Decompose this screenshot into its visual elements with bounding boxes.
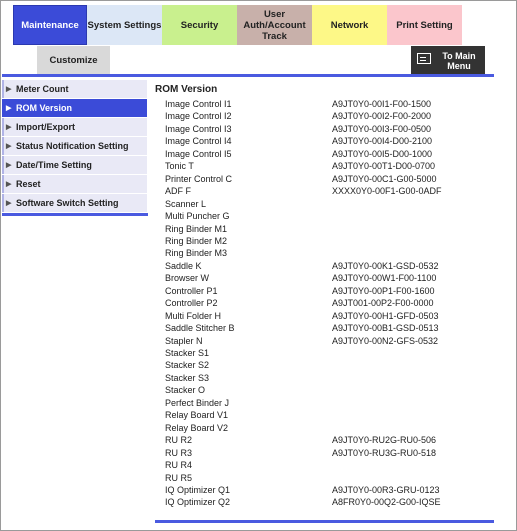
subtab-customize[interactable]	[37, 46, 110, 74]
triangle-right-icon: ▶	[6, 86, 12, 93]
rom-version-value: A9JT0Y0-00H1-GFD-0503	[332, 310, 439, 321]
to-main-menu-button[interactable]	[411, 46, 485, 74]
tab-network-label: Network	[330, 19, 369, 31]
to-main-label-line2: Menu	[447, 61, 471, 71]
rom-version-value: A9JT0Y0-00C1-G00-5000	[332, 173, 437, 184]
sidebar-item-label: Status Notification Setting	[16, 141, 129, 151]
component-name: Ring Binder M2	[165, 235, 228, 246]
component-name: Ring Binder M3	[165, 248, 228, 259]
rom-version-value: A9JT0Y0-00B1-GSD-0513	[332, 323, 439, 334]
rom-version-value: A9JT0Y0-00R3-GRU-0123	[332, 484, 440, 495]
component-name: RU R2	[165, 435, 193, 446]
rom-version-value: A9JT0Y0-00I1-F00-1500	[332, 99, 432, 109]
sidebar-item-label: ROM Version	[16, 103, 73, 113]
component-name: Saddle K	[165, 260, 202, 271]
tab-maintenance[interactable]	[13, 5, 87, 45]
rom-version-value: A9JT0Y0-00I5-D00-1000	[332, 148, 433, 159]
sidebar-divider	[2, 213, 148, 216]
sidebar-item-label: Meter Count	[16, 84, 69, 94]
tab-user-label-line1: User	[263, 8, 286, 20]
sidebar-item-status-notification-setting[interactable]	[2, 137, 147, 155]
subtab-customize-label: Customize	[49, 54, 98, 66]
tab-maintenance-label: Maintenance	[21, 19, 79, 31]
tab-print-setting[interactable]	[387, 5, 462, 45]
component-name: Ring Binder M1	[165, 223, 228, 234]
component-name: IQ Optimizer Q2	[165, 497, 231, 508]
component-name: Stacker S1	[165, 348, 210, 358]
component-name: Relay Board V1	[165, 410, 229, 421]
sidebar-item-meter-count[interactable]	[2, 80, 147, 98]
component-name: Multi Folder H	[165, 310, 222, 321]
rom-version-value: A8FR0Y0-00Q2-G00-IQSE	[332, 497, 441, 508]
sidebar	[2, 80, 147, 213]
component-name: Image Control I2	[165, 111, 232, 122]
tab-network[interactable]	[312, 5, 387, 45]
rom-version-value: A9JT0Y0-00K1-GSD-0532	[332, 260, 439, 271]
page-title: ROM Version	[155, 84, 218, 95]
component-name: ADF F	[165, 186, 191, 197]
component-name: Image Control I3	[165, 123, 232, 134]
rom-version-value: A9JT0Y0-00W1-F00-1100	[332, 273, 437, 284]
component-name: Stacker S2	[165, 360, 210, 371]
component-name: Scanner L	[165, 198, 207, 209]
component-name: RU R4	[165, 460, 193, 471]
sidebar-item-label: Import/Export	[16, 122, 76, 132]
component-name: Image Control I4	[165, 136, 232, 147]
rom-version-value: A9JT0Y0-00I2-F00-2000	[332, 111, 432, 122]
sidebar-item-label: Reset	[16, 179, 41, 189]
component-name: Controller P2	[165, 298, 218, 309]
component-name: Image Control I5	[165, 148, 232, 159]
component-name: RU R3	[165, 447, 193, 458]
rom-version-value: A9JT001-00P2-F00-0000	[332, 298, 434, 309]
component-name: Stacker S3	[165, 372, 210, 383]
sidebar-item-label: Date/Time Setting	[16, 160, 92, 170]
triangle-right-icon: ▶	[6, 162, 12, 169]
triangle-right-icon: ▶	[6, 143, 12, 150]
tab-system-settings[interactable]	[87, 5, 162, 45]
rom-version-value: A9JT0Y0-00I3-F00-0500	[332, 123, 432, 134]
rom-version-value: A9JT0Y0-00T1-D00-0700	[332, 161, 436, 172]
tab-security-label: Security	[180, 19, 219, 31]
rom-version-value: XXXX0Y0-00F1-G00-0ADF	[332, 186, 442, 197]
triangle-right-icon: ▶	[6, 105, 12, 112]
tab-user-auth-account-track[interactable]	[237, 5, 312, 45]
rom-version-value: A9JT0Y0-00P1-F00-1600	[332, 285, 435, 296]
sidebar-item-rom-version[interactable]	[2, 99, 147, 117]
triangle-right-icon: ▶	[6, 181, 12, 188]
rom-version-panel	[155, 84, 495, 508]
component-name: Image Control I1	[165, 99, 232, 109]
component-name: Relay Board V2	[165, 422, 229, 433]
sidebar-item-software-switch-setting[interactable]	[2, 194, 147, 212]
header-divider	[2, 74, 494, 77]
rom-version-value: A9JT0Y0-RU3G-RU0-518	[332, 447, 437, 458]
tab-system-settings-label: System Settings	[87, 19, 162, 31]
triangle-right-icon: ▶	[6, 124, 12, 131]
tab-print-setting-label: Print Setting	[396, 19, 453, 31]
component-name: IQ Optimizer Q1	[165, 484, 231, 495]
triangle-right-icon: ▶	[6, 200, 12, 207]
sidebar-item-import-export[interactable]	[2, 118, 147, 136]
component-name: Stacker O	[165, 385, 206, 396]
rom-version-value: A9JT0Y0-00N2-GFS-0532	[332, 335, 439, 346]
sidebar-item-date-time-setting[interactable]	[2, 156, 147, 174]
tab-user-label-line2: Auth/Account	[243, 19, 306, 31]
component-name: Browser W	[165, 273, 210, 284]
component-name: Multi Puncher G	[165, 211, 230, 222]
sidebar-item-label: Software Switch Setting	[16, 198, 119, 208]
sidebar-item-reset[interactable]	[2, 175, 147, 193]
component-name: Stapler N	[165, 335, 203, 346]
menu-screen-icon	[417, 53, 431, 64]
component-name: Printer Control C	[165, 173, 233, 184]
component-name: Saddle Stitcher B	[165, 323, 235, 334]
component-name: Perfect Binder J	[165, 397, 230, 408]
content-bottom-divider	[155, 520, 494, 523]
tab-security[interactable]	[162, 5, 237, 45]
to-main-label-line1: To Main	[442, 51, 476, 61]
component-name: RU R5	[165, 472, 193, 483]
component-name: Tonic T	[165, 161, 194, 172]
rom-version-value: A9JT0Y0-RU2G-RU0-506	[332, 435, 437, 446]
tab-user-label-line3: Track	[262, 30, 287, 42]
rom-version-value: A9JT0Y0-00I4-D00-2100	[332, 136, 433, 147]
component-name: Controller P1	[165, 285, 218, 296]
